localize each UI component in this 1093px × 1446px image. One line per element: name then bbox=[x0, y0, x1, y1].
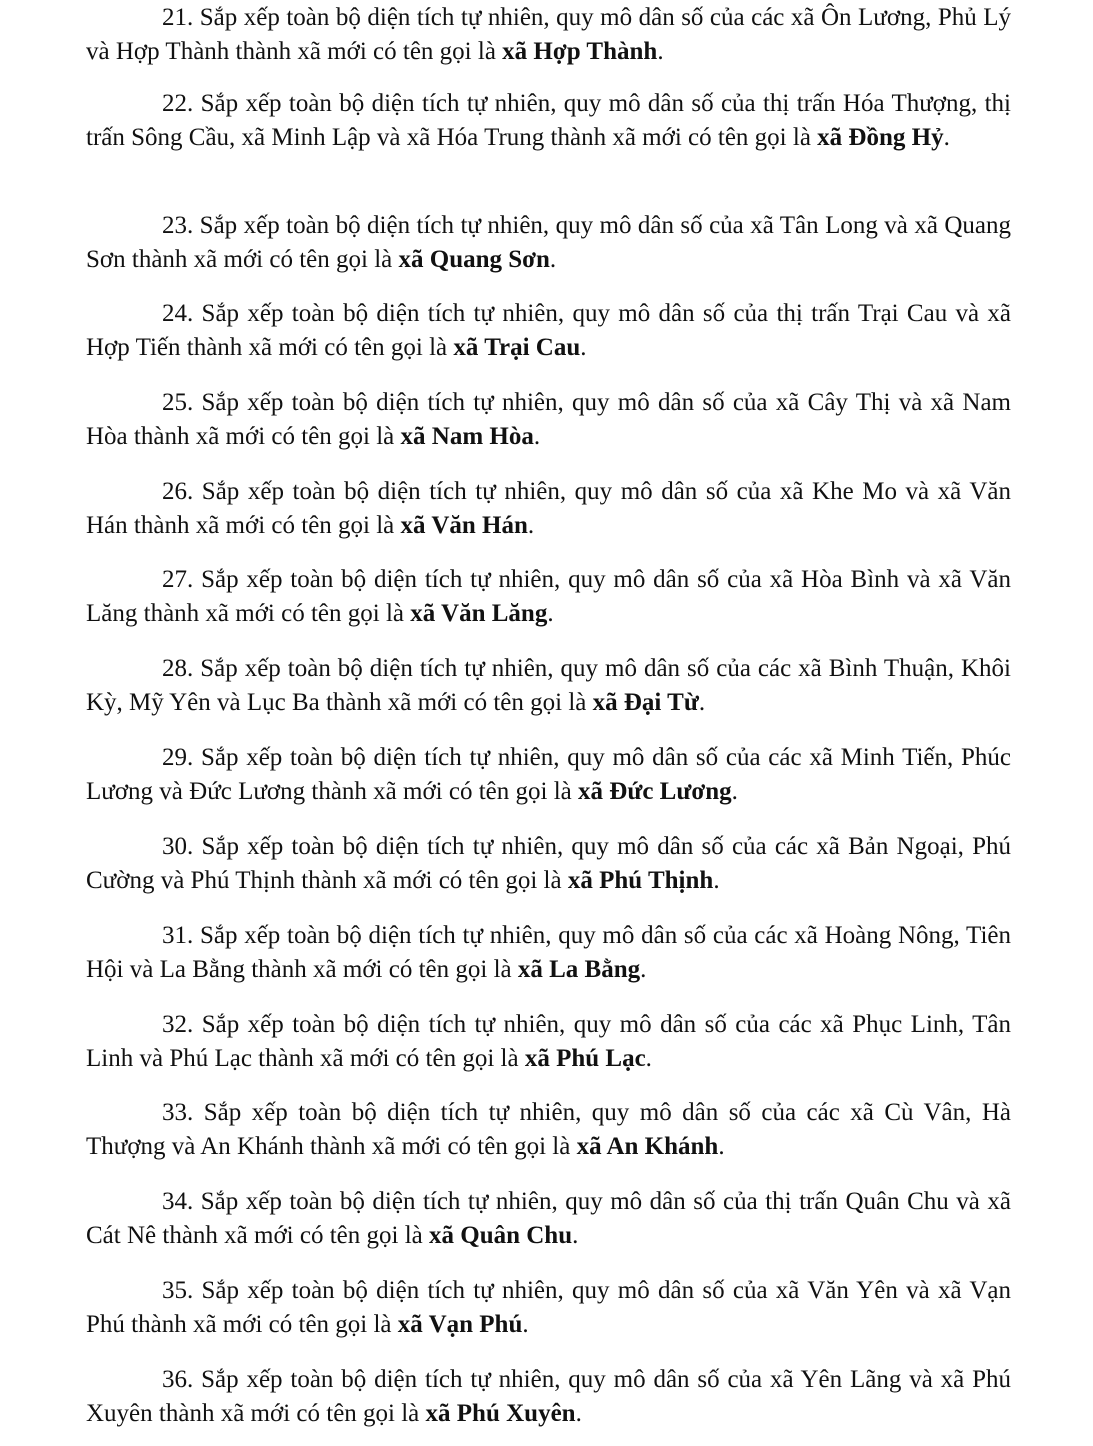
new-commune-name: xã Đại Từ bbox=[592, 689, 699, 716]
paragraph-end: . bbox=[549, 246, 557, 273]
new-commune-name: xã Phú Thịnh bbox=[567, 867, 714, 894]
paragraph-text: 22. Sắp xếp toàn bộ diện tích tự nhiên, quy mô dân số của thị trấn Hóa Thượng, thị trấn Sông Cầu, xã Minh Lập và xã Hóa Trung thành xã mới có tên gọi là bbox=[86, 90, 1011, 151]
paragraph-end: . bbox=[575, 1400, 582, 1427]
paragraph-end: . bbox=[657, 38, 664, 65]
paragraph-end: . bbox=[731, 778, 738, 805]
paragraph-text: 32. Sắp xếp toàn bộ diện tích tự nhiên, quy mô dân số của các xã Phục Linh, Tân Linh và Phú Lạc thành xã mới có tên gọi là bbox=[86, 1011, 1011, 1072]
new-commune-name: xã Đức Lương bbox=[578, 778, 732, 805]
new-commune-name: xã Phú Xuyên bbox=[425, 1400, 576, 1427]
paragraph-text: 28. Sắp xếp toàn bộ diện tích tự nhiên, quy mô dân số của các xã Bình Thuận, Khôi Kỳ, Mỹ Yên và Lục Ba thành xã mới có tên gọi là bbox=[86, 655, 1011, 716]
new-commune-name: xã Văn Lăng bbox=[410, 600, 548, 627]
paragraph-end: . bbox=[713, 867, 720, 894]
paragraph-end: . bbox=[533, 423, 541, 450]
paragraph-28 bbox=[86, 652, 1011, 720]
paragraph-text: 31. Sắp xếp toàn bộ diện tích tự nhiên, quy mô dân số của các xã Hoàng Nông, Tiên Hội và La Bằng thành xã mới có tên gọi là bbox=[86, 922, 1011, 983]
paragraph-36 bbox=[86, 1363, 1011, 1431]
paragraph-text: 33. Sắp xếp toàn bộ diện tích tự nhiên, quy mô dân số của các xã Cù Vân, Hà Thượng và An Khánh thành xã mới có tên gọi là bbox=[86, 1099, 1011, 1160]
paragraph-34 bbox=[86, 1185, 1011, 1253]
paragraph-text: 35. Sắp xếp toàn bộ diện tích tự nhiên, quy mô dân số của xã Văn Yên và xã Vạn Phú thành xã mới có tên gọi là bbox=[86, 1277, 1011, 1338]
paragraph-30 bbox=[86, 830, 1011, 898]
paragraph-end: . bbox=[547, 600, 554, 627]
new-commune-name: xã Đồng Hỷ bbox=[817, 124, 944, 151]
paragraph-text: 26. Sắp xếp toàn bộ diện tích tự nhiên, quy mô dân số của xã Khe Mo và xã Văn Hán thành xã mới có tên gọi là bbox=[86, 478, 1011, 539]
paragraph-31 bbox=[86, 919, 1011, 987]
paragraph-text: 36. Sắp xếp toàn bộ diện tích tự nhiên, quy mô dân số của xã Yên Lãng và xã Phú Xuyên thành xã mới có tên gọi là bbox=[86, 1366, 1011, 1427]
paragraph-text: 34. Sắp xếp toàn bộ diện tích tự nhiên, quy mô dân số của thị trấn Quân Chu và xã Cát Nê thành xã mới có tên gọi là bbox=[86, 1188, 1011, 1249]
new-commune-name: xã Quân Chu bbox=[429, 1222, 573, 1249]
paragraph-25 bbox=[86, 386, 1011, 454]
paragraph-text: 23. Sắp xếp toàn bộ diện tích tự nhiên, quy mô dân số của xã Tân Long và xã Quang Sơn thành xã mới có tên gọi là bbox=[86, 212, 1011, 273]
paragraph-22 bbox=[86, 87, 1011, 155]
new-commune-name: xã Hợp Thành bbox=[502, 38, 658, 65]
paragraph-text: 30. Sắp xếp toàn bộ diện tích tự nhiên, quy mô dân số của các xã Bản Ngoại, Phú Cường và Phú Thịnh thành xã mới có tên gọi là bbox=[86, 833, 1011, 894]
new-commune-name: xã Vạn Phú bbox=[397, 1311, 523, 1338]
paragraph-text: 25. Sắp xếp toàn bộ diện tích tự nhiên, quy mô dân số của xã Cây Thị và xã Nam Hòa thành xã mới có tên gọi là bbox=[86, 389, 1011, 450]
new-commune-name: xã Văn Hán bbox=[400, 512, 528, 539]
new-commune-name: xã La Bằng bbox=[517, 956, 641, 983]
paragraph-29 bbox=[86, 741, 1011, 809]
paragraph-text: 27. Sắp xếp toàn bộ diện tích tự nhiên, quy mô dân số của xã Hòa Bình và xã Văn Lăng thành xã mới có tên gọi là bbox=[86, 566, 1011, 627]
new-commune-name: xã Nam Hòa bbox=[400, 423, 534, 450]
paragraph-end: . bbox=[572, 1222, 579, 1249]
paragraph-end: . bbox=[645, 1045, 652, 1072]
paragraph-32 bbox=[86, 1008, 1011, 1076]
paragraph-end: . bbox=[640, 956, 647, 983]
paragraph-21 bbox=[86, 1, 1011, 69]
paragraph-26 bbox=[86, 475, 1011, 543]
paragraph-text: 24. Sắp xếp toàn bộ diện tích tự nhiên, quy mô dân số của thị trấn Trại Cau và xã Hợp Tiến thành xã mới có tên gọi là bbox=[86, 300, 1011, 361]
paragraph-27 bbox=[86, 563, 1011, 631]
paragraph-33 bbox=[86, 1096, 1011, 1164]
paragraph-end: . bbox=[522, 1311, 529, 1338]
new-commune-name: xã Trại Cau bbox=[453, 334, 581, 361]
paragraph-24 bbox=[86, 297, 1011, 365]
paragraph-end: . bbox=[943, 124, 950, 151]
new-commune-name: xã Quang Sơn bbox=[398, 246, 550, 273]
new-commune-name: xã Phú Lạc bbox=[524, 1045, 646, 1072]
paragraph-23 bbox=[86, 209, 1011, 277]
paragraph-35 bbox=[86, 1274, 1011, 1342]
paragraph-text: 29. Sắp xếp toàn bộ diện tích tự nhiên, quy mô dân số của các xã Minh Tiến, Phúc Lương và Đức Lương thành xã mới có tên gọi là bbox=[86, 744, 1011, 805]
new-commune-name: xã An Khánh bbox=[576, 1133, 719, 1160]
paragraph-text: 21. Sắp xếp toàn bộ diện tích tự nhiên, quy mô dân số của các xã Ôn Lương, Phủ Lý và Hợp Thành thành xã mới có tên gọi là bbox=[86, 4, 1011, 65]
paragraph-end: . bbox=[718, 1133, 725, 1160]
paragraph-end: . bbox=[527, 512, 535, 539]
paragraph-end: . bbox=[698, 689, 706, 716]
paragraph-end: . bbox=[580, 334, 587, 361]
